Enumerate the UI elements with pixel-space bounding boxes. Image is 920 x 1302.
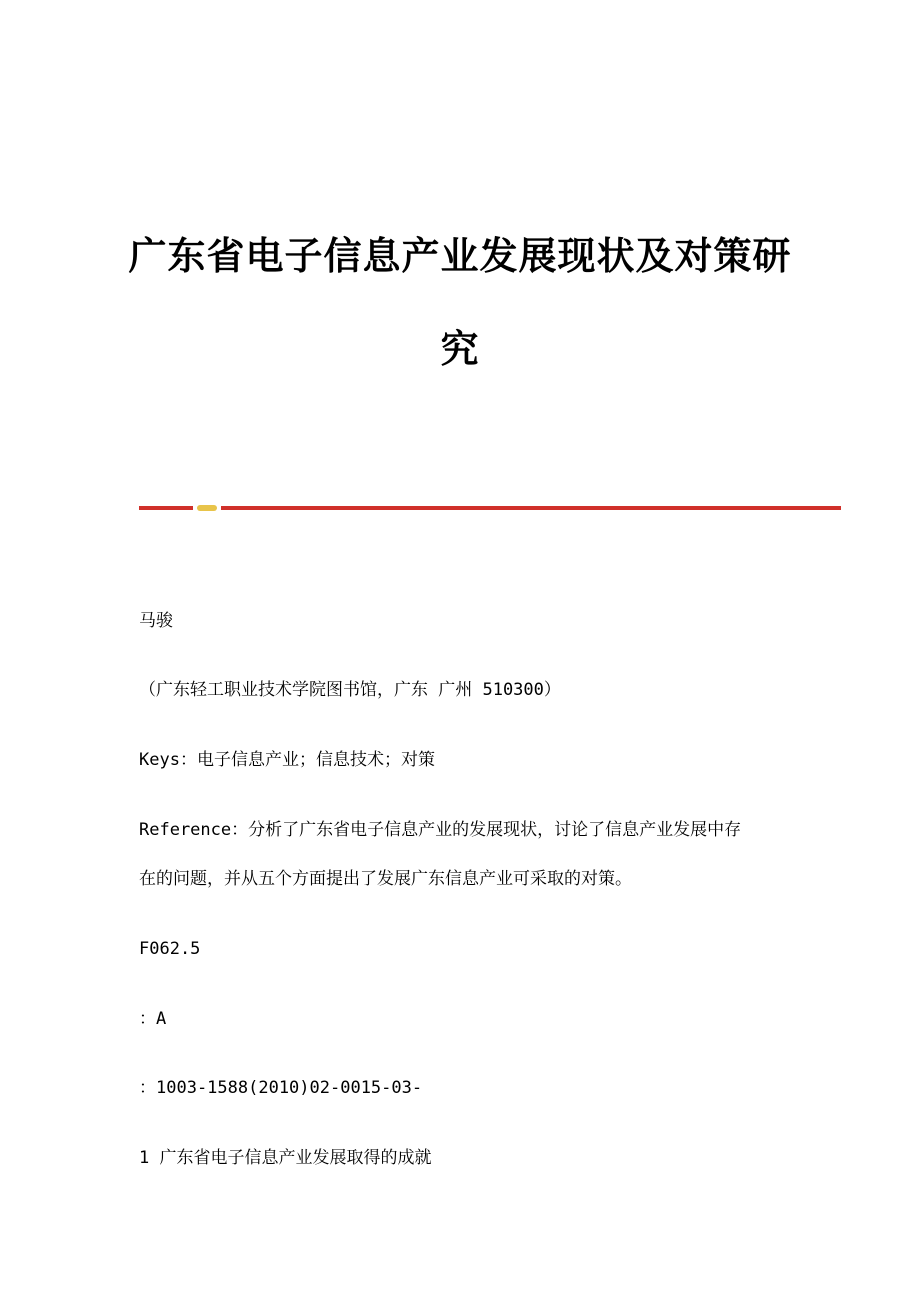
divider-bar-right [221,506,841,510]
document-title-line-2: 究 [440,327,480,371]
divider-bar-left [139,506,193,510]
abstract-line-2: 在的问题，并从五个方面提出了发展广东信息产业可采取的对策。 [139,869,632,889]
abstract-line-1: Reference：分析了广东省电子信息产业的发展现状，讨论了信息产业发展中存 [139,820,742,840]
title-divider [139,505,841,511]
article-id: ：1003-1588(2010)02-0015-03- [139,1078,423,1098]
author-name: 马骏 [139,611,173,631]
keywords: Keys：电子信息产业；信息技术；对策 [139,750,435,770]
section-heading: 1 广东省电子信息产业发展取得的成就 [139,1148,432,1168]
document-code: ：A [139,1009,167,1029]
document-title-line-1: 广东省电子信息产业发展现状及对策研 [128,234,792,278]
author-affiliation: （广东轻工职业技术学院图书馆，广东 广州 510300） [139,680,561,700]
classification-number: F062.5 [139,939,201,959]
divider-badge [197,505,217,511]
